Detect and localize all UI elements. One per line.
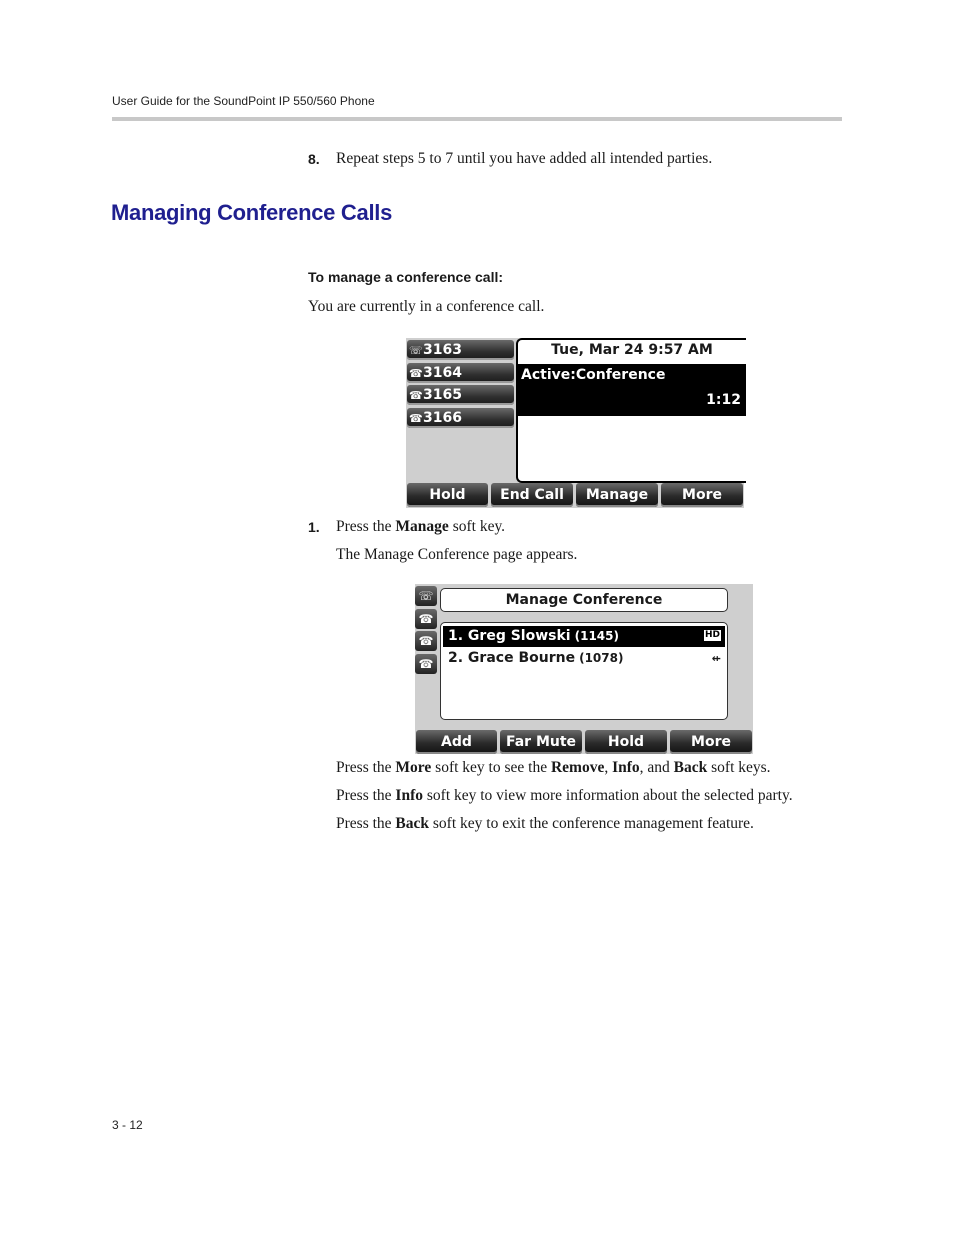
party-extension: (1145) [574,629,619,643]
step-8-text: Repeat steps 5 to 7 until you have added all intended parties. [336,150,713,167]
party-extension: (1078) [579,651,624,665]
softkey-far-mute: Far Mute [500,730,582,754]
phone-screen-manage-conference [415,584,753,754]
softkey-more: More [670,730,752,754]
step-1-number: 1. [308,519,320,535]
hd-audio-icon: HD [704,630,720,640]
phone-icon: ☎ [418,657,434,671]
phone-icon: ☎ [409,412,423,425]
phone-icon: ☎ [409,389,423,402]
header-rule [112,117,842,121]
connection-icon: ⇷ [711,652,721,665]
handset-icon: ☏ [418,589,434,603]
date-time: Tue, Mar 24 9:57 AM [551,342,713,358]
step-8-number: 8. [308,151,320,167]
party-name: 1. Greg Slowski [448,628,571,644]
party-list [440,622,728,720]
phone-icon: ☎ [418,612,434,626]
line-key-3: ☎3165 [407,385,514,405]
phone-icon: ☎ [409,367,423,380]
procedure-title: To manage a conference call: [308,269,504,285]
manage-conference-title: Manage Conference [440,588,728,612]
page-number: 3 - 12 [112,1118,143,1132]
call-status: Active:Conference [521,367,666,383]
note-info-key: Press the Info soft key to view more information about the selected party. [336,787,793,804]
line-key-1: ☏3163 [407,340,514,360]
line-key-2: ☎3164 [407,363,514,383]
phone-icon: ☎ [418,634,434,648]
party-row [443,648,725,669]
softkey-end-call: End Call [491,483,573,507]
step-1-result: The Manage Conference page appears. [336,546,578,563]
call-display [516,338,746,483]
handset-icon: ☏ [409,344,423,357]
softkey-add: Add [416,730,497,754]
line-indicator-4 [415,654,437,674]
party-name: 2. Grace Bourne [448,650,576,666]
running-header: User Guide for the SoundPoint IP 550/560 Phone [112,94,375,108]
line-indicator-2 [415,609,437,629]
line-key-4: ☎3166 [407,408,514,428]
softkey-hold: Hold [585,730,667,754]
note-more-key: Press the More soft key to see the Remove, Info, and Back soft keys. [336,759,771,776]
section-title: Managing Conference Calls [111,200,393,225]
line-indicator-1 [415,586,437,606]
step-1-text: Press the Manage soft key. [336,518,506,535]
procedure-intro: You are currently in a conference call. [308,298,545,315]
softkey-manage: Manage [576,483,658,507]
party-row-selected [443,626,725,647]
note-back-key: Press the Back soft key to exit the conference management feature. [336,815,754,832]
call-timer: 1:12 [706,392,741,408]
line-indicator-3 [415,631,437,651]
softkey-hold: Hold [407,483,488,507]
phone-screen-active-conference [406,338,744,508]
active-call-bar [518,364,746,416]
softkey-more: More [661,483,743,507]
